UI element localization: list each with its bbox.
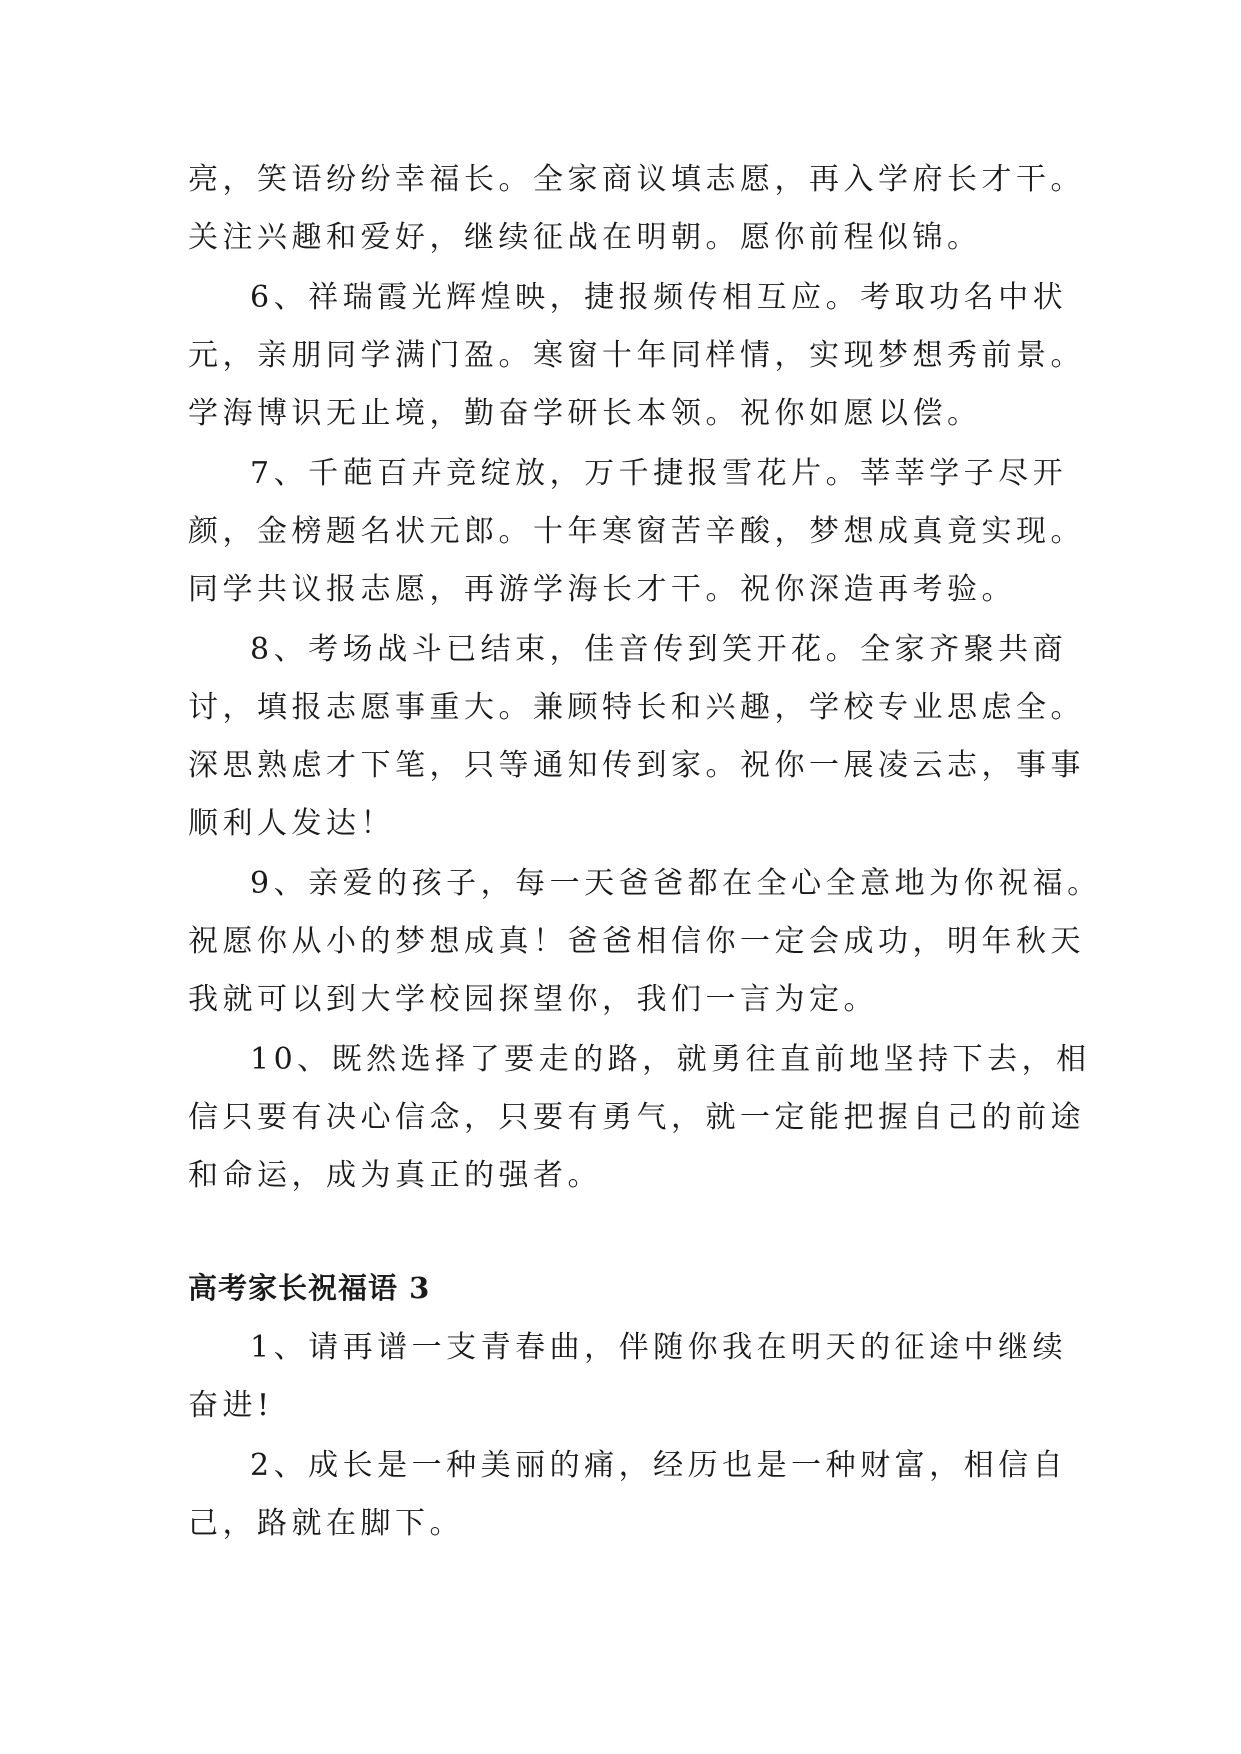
document-page bbox=[188, 160, 1102, 1564]
text-line: 颜，金榜题名状元郎。十年寒窗苦辛酸，梦想成真竟实现。 bbox=[188, 514, 1085, 549]
text-line: 1、请再谱一支青春曲，伴随你我在明天的征途中继续 bbox=[250, 1330, 1068, 1365]
text-line: 我就可以到大学校园探望你，我们一言为定。 bbox=[188, 982, 878, 1017]
paragraph-item-2 bbox=[188, 1446, 1068, 1544]
text-line: 顺利人发达！ bbox=[188, 806, 395, 841]
paragraph-continuation bbox=[188, 160, 1085, 258]
text-line: 讨，填报志愿事重大。兼顾特长和兴趣，学校专业思虑全。 bbox=[188, 690, 1085, 725]
text-line: 学海博识无止境，勤奋学研长本领。祝你如愿以偿。 bbox=[188, 396, 982, 431]
paragraph-item-7 bbox=[188, 454, 1085, 610]
text-line: 祝愿你从小的梦想成真！爸爸相信你一定会成功，明年秋天 bbox=[188, 924, 1085, 959]
text-line: 亮，笑语纷纷幸福长。全家商议填志愿，再入学府长才干。 bbox=[188, 162, 1085, 197]
paragraph-item-9 bbox=[188, 864, 1102, 1020]
text-line: 10、既然选择了要走的路，就勇往直前地坚持下去，相 bbox=[250, 1042, 1091, 1077]
text-line: 深思熟虑才下笔，只等通知传到家。祝你一展凌云志，事事 bbox=[188, 748, 1085, 783]
paragraph-item-1 bbox=[188, 1328, 1068, 1426]
text-line: 信只要有决心信念，只要有勇气，就一定能把握自己的前途 bbox=[188, 1100, 1085, 1135]
text-line: 和命运，成为真正的强者。 bbox=[188, 1158, 602, 1193]
text-line: 同学共议报志愿，再游学海长才干。祝你深造再考验。 bbox=[188, 572, 1016, 607]
paragraph-item-8 bbox=[188, 630, 1085, 844]
text-line: 2、成长是一种美丽的痛，经历也是一种财富，相信自 bbox=[250, 1448, 1068, 1483]
text-line: 7、千葩百卉竞绽放，万千捷报雪花片。莘莘学子尽开 bbox=[250, 456, 1068, 491]
text-line: 6、祥瑞霞光辉煌映，捷报频传相互应。考取功名中状 bbox=[250, 280, 1068, 315]
text-line: 关注兴趣和爱好，继续征战在明朝。愿你前程似锦。 bbox=[188, 220, 982, 255]
text-line: 奋进! bbox=[188, 1388, 274, 1423]
paragraph-item-6 bbox=[188, 278, 1085, 434]
section-heading: 高考家长祝福语 3 bbox=[188, 1271, 431, 1305]
text-line: 8、考场战斗已结束，佳音传到笑开花。全家齐聚共商 bbox=[250, 632, 1068, 667]
paragraph-item-10 bbox=[188, 1040, 1091, 1196]
text-line: 己，路就在脚下。 bbox=[188, 1506, 464, 1541]
text-line: 9、亲爱的孩子，每一天爸爸都在全心全意地为你祝福。 bbox=[250, 866, 1102, 901]
text-line: 元，亲朋同学满门盈。寒窗十年同样情，实现梦想秀前景。 bbox=[188, 338, 1085, 373]
